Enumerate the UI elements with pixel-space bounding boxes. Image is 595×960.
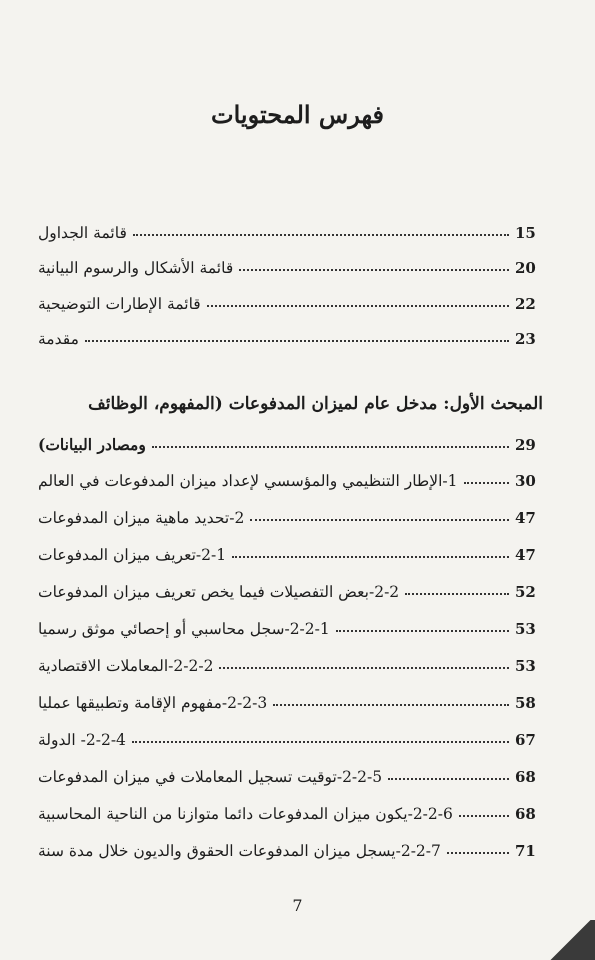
- dot-leader: [250, 519, 509, 521]
- toc-entry-page: 22: [515, 295, 536, 313]
- dot-leader: [388, 778, 509, 780]
- toc-entry: [38, 830, 543, 860]
- toc-entry-page: 67: [515, 731, 536, 749]
- dot-leader: [447, 852, 509, 854]
- toc-entry-text: 2-2-6-يكون ميزان المدفوعات دائما متوازنا من الناحية المحاسبية: [38, 805, 453, 823]
- toc-entry: [38, 645, 543, 675]
- toc-entry: [38, 460, 543, 490]
- dot-leader: [152, 446, 509, 448]
- dot-leader: [336, 630, 509, 632]
- dot-leader: [232, 556, 509, 558]
- toc-entry-text: قائمة الإطارات التوضيحية: [38, 295, 201, 313]
- toc-entry-page: 58: [515, 694, 536, 712]
- toc-entry-text: 1-الإطار التنظيمي والمؤسسي لإعداد ميزان المدفوعات في العالم: [38, 472, 458, 490]
- page-number: 7: [292, 896, 303, 915]
- dot-leader: [85, 340, 509, 342]
- toc-entry-page: 47: [515, 546, 536, 564]
- toc-entry-text: 2-2-5-توقيت تسجيل المعاملات في ميزان المدفوعات: [38, 768, 383, 786]
- toc-entry-page: 53: [515, 620, 536, 638]
- chapter-heading-line2: [38, 424, 543, 454]
- dot-leader: [239, 269, 509, 271]
- toc-entry: [38, 682, 543, 712]
- toc-entry-page: 71: [515, 842, 536, 860]
- dot-leader: [219, 667, 509, 669]
- toc-entry-text: 2-2-7-يسجل ميزان المدفوعات الحقوق والديون خلال مدة سنة: [38, 842, 441, 860]
- toc-entry-text: 2-1-تعريف ميزان المدفوعات: [38, 546, 227, 564]
- toc-entry: [38, 719, 543, 749]
- dot-leader: [207, 305, 509, 307]
- dot-leader: [464, 482, 509, 484]
- toc-entry-page: 53: [515, 657, 536, 675]
- toc-entry-text: قائمة الأشكال والرسوم البيانية: [38, 259, 234, 277]
- dot-leader: [133, 234, 509, 236]
- dot-leader: [405, 593, 509, 595]
- toc-entry: [38, 283, 543, 313]
- page-corner-shadow: [535, 920, 595, 960]
- toc-entry-text: 2-2-4- الدولة: [38, 731, 126, 749]
- toc-entry: [38, 497, 543, 527]
- toc-entry-page: 68: [515, 805, 536, 823]
- toc-entry-page: 30: [515, 472, 536, 490]
- toc-entry-text: 2-تحديد ماهية ميزان المدفوعات: [38, 509, 245, 527]
- toc-entry-page: 29: [515, 436, 536, 454]
- toc-entry: [38, 608, 543, 638]
- chapter-heading-line1: المبحث الأول: مدخل عام لميزان المدفوعات (المفهوم، الوظائف: [88, 394, 543, 414]
- dot-leader: [273, 704, 509, 706]
- toc-entry-text: 2-2-بعض التفصيلات فيما يخص تعريف ميزان المدفوعات: [38, 583, 400, 601]
- toc-entry-page: 23: [515, 330, 536, 348]
- toc-entry-page: 20: [515, 259, 536, 277]
- toc-entry: [38, 534, 543, 564]
- toc-entry: [38, 247, 543, 277]
- toc-entry-text: قائمة الجداول: [38, 224, 127, 242]
- toc-entry-page: 52: [515, 583, 536, 601]
- toc-entry-page: 47: [515, 509, 536, 527]
- dot-leader: [132, 741, 509, 743]
- toc-entry-text: 2-2-2-المعاملات الاقتصادية: [38, 657, 214, 675]
- toc-entry-text: ومصادر البيانات): [38, 435, 146, 454]
- toc-entry-text: 2-2-1-سجل محاسبي أو إحصائي موثق رسميا: [38, 620, 330, 638]
- toc-entry: [38, 212, 543, 242]
- dot-leader: [459, 815, 509, 817]
- toc-entry-text: 2-2-3-مفهوم الإقامة وتطبيقها عمليا: [38, 694, 268, 712]
- toc-entry: [38, 793, 543, 823]
- toc-entry-page: 68: [515, 768, 536, 786]
- toc-entry-page: 15: [515, 224, 536, 242]
- toc-entry: [38, 756, 543, 786]
- toc-entry-text: مقدمة: [38, 330, 79, 348]
- toc-entry: [38, 571, 543, 601]
- page-title: فهرس المحتويات: [210, 100, 384, 129]
- toc-entry: [38, 318, 543, 348]
